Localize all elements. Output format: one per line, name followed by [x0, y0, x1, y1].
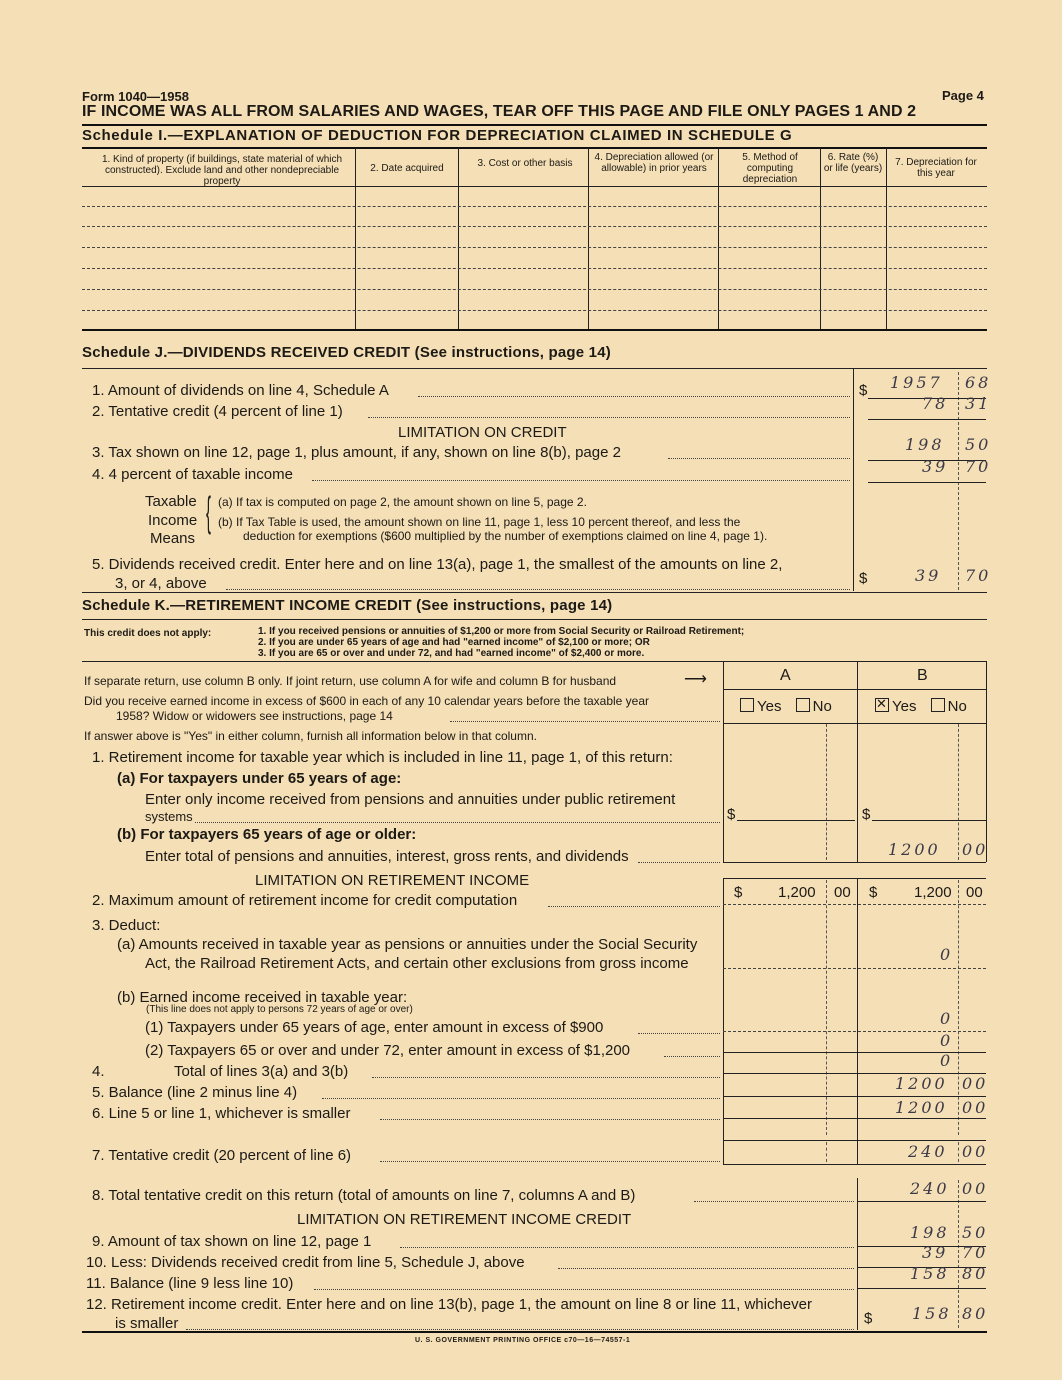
brace: {	[206, 488, 211, 535]
page-label: Page 4	[942, 88, 984, 103]
col-b-line-1a-input[interactable]	[872, 820, 986, 821]
amount-rule	[868, 482, 986, 483]
dot-leader	[368, 417, 850, 418]
schedule-k-notes-rule	[82, 661, 987, 662]
sched-i-sep-6	[886, 148, 887, 330]
sched-k-line-1a-text-1: Enter only income received from pensions and annuities under public retirement	[145, 791, 676, 808]
sched-k-line-3b-note: (This line does not apply to persons 72 years of age or over)	[146, 1004, 413, 1015]
col-b-line-2-dollar: $	[869, 884, 878, 901]
sched-j-line-2: 2. Tentative credit (4 percent of line 1)	[92, 403, 343, 420]
sched-j-line-3-dollars[interactable]: 198	[905, 435, 945, 454]
line-11-dollars[interactable]: 158	[910, 1264, 950, 1283]
dot-leader	[226, 589, 850, 590]
sched-k-line-12b: is smaller	[115, 1315, 179, 1332]
sched-j-line-5b: 3, or 4, above	[115, 575, 207, 592]
taxable-income-a: (a) If tax is computed on page 2, the amount shown on line 5, page 2.	[218, 495, 587, 509]
not-apply-2: 2. If you are under 65 years of age and had "earned income" of $2,100 or more; OR	[258, 637, 650, 648]
sched-k-line-5: 5. Balance (line 2 minus line 4)	[92, 1084, 298, 1101]
col-b-line-3a[interactable]: 0	[940, 945, 954, 964]
col-a-cents-sep	[826, 724, 827, 860]
amount-rule	[858, 1201, 986, 1202]
dot-leader	[186, 1329, 854, 1330]
schedule-j-title: Schedule J.—DIVIDENDS RECEIVED CREDIT (See instructions, page 14)	[82, 344, 611, 361]
column-a-yes-no	[740, 698, 832, 715]
line-5-rule	[723, 1096, 986, 1097]
dot-leader	[400, 1247, 854, 1248]
sched-i-col-4: 4. Depreciation allowed (or allowable) in prior years	[594, 152, 714, 174]
sched-k-line-3a-1: (a) Amounts received in taxable year as pensions or annuities under the Social Security	[117, 936, 698, 953]
no-label: No	[812, 698, 832, 715]
limitation-on-retirement-income-heading: LIMITATION ON RETIREMENT INCOME	[255, 872, 530, 889]
sched-k-line-8: 8. Total tentative credit on this return (total of amounts on line 7, columns A and B)	[92, 1187, 636, 1204]
taxable-income-b1: (b) If Tax Table is used, the amount shown on line 11, page 1, less 10 percent thereof, and less the	[218, 515, 741, 529]
sched-i-sep-5	[820, 148, 821, 330]
banner: IF INCOME WAS ALL FROM SALARIES AND WAGES, TEAR OFF THIS PAGE AND FILE ONLY PAGES 1 AND 2	[82, 103, 917, 120]
schedule-j-bottom-rule	[82, 592, 987, 593]
sched-i-col-2: 2. Date acquired	[370, 163, 444, 174]
sched-j-amount-col	[853, 369, 854, 591]
schedule-k-title: Schedule K.—RETIREMENT INCOME CREDIT (See instructions, page 14)	[82, 597, 613, 614]
sched-k-line-12a: 12. Retirement income credit. Enter here and on line 13(b), page 1, the amount on line 8 or line 11, whichever	[86, 1296, 812, 1313]
sched-k-line-4: Total of lines 3(a) and 3(b)	[174, 1063, 349, 1080]
sched-k-line-7: 7. Tentative credit (20 percent of line 6)	[92, 1147, 352, 1164]
dot-leader	[668, 458, 850, 459]
not-apply-3: 3. If you are 65 or over and under 72, and had "earned income" of $2,400 or more.	[258, 648, 645, 659]
dot-leader	[418, 396, 850, 397]
dot-leader	[372, 1077, 720, 1078]
col-a-line-2-dollar: $	[734, 884, 743, 901]
col-b-line-1b-dollars[interactable]: 1200	[888, 840, 941, 859]
if-yes-instructions: If answer above is "Yes" in either column, furnish all information below in that column.	[84, 729, 537, 743]
sched-i-sep-4	[718, 148, 719, 330]
line-8-cents[interactable]: 00	[962, 1179, 989, 1198]
sched-k-line-3b2: (2) Taxpayers 65 or over and under 72, enter amount in excess of $1,200	[145, 1042, 631, 1059]
dot-leader	[314, 1289, 854, 1290]
line-2-rule	[723, 904, 986, 905]
col-b-line-4[interactable]: 0	[940, 1051, 954, 1070]
dollar-sign: $	[859, 570, 868, 587]
sched-j-line-1-dollars[interactable]: 1957	[890, 373, 943, 392]
taxable-word: Taxable	[145, 493, 197, 510]
means-word: Means	[150, 530, 196, 547]
limitation-on-retirement-income-credit-heading: LIMITATION ON RETIREMENT INCOME CREDIT	[297, 1211, 632, 1228]
col-b-line-7-dollars[interactable]: 240	[908, 1142, 948, 1161]
col-header-rule	[723, 689, 986, 690]
sched-i-sep-3	[588, 148, 589, 330]
line-3a-rule	[723, 968, 986, 969]
sched-j-line-4: 4. 4 percent of taxable income	[92, 466, 293, 483]
column-b-yes-checkbox[interactable]	[875, 698, 889, 712]
not-apply-1: 1. If you received pensions or annuities of $1,200 or more from Social Security or Railroad Retirement;	[258, 626, 745, 637]
schedule-i-title: Schedule I.—EXPLANATION OF DEDUCTION FOR DEPRECIATION CLAIMED IN SCHEDULE G	[82, 127, 793, 144]
sched-i-col-6: 6. Rate (%) or life (years)	[823, 152, 883, 174]
line-10-dollars[interactable]: 39	[922, 1243, 949, 1262]
printing-office-footer: U. S. GOVERNMENT PRINTING OFFICE c70—16—74557-1	[415, 1337, 631, 1344]
sched-i-row-2[interactable]	[82, 226, 987, 227]
lower-cents-sep	[958, 1180, 959, 1328]
line-8-dollars[interactable]: 240	[910, 1179, 950, 1198]
sched-k-line-9: 9. Amount of tax shown on line 12, page 1	[92, 1233, 372, 1250]
sched-j-line-5a: 5. Dividends received credit. Enter here and on line 13(a), page 1, the smallest of the amounts on line 2,	[92, 556, 783, 573]
line-7-a-cents-sep	[826, 1142, 827, 1162]
dot-leader	[312, 480, 850, 481]
dot-leader	[694, 1201, 854, 1202]
yes-label: Yes	[757, 698, 782, 715]
sched-i-row-4[interactable]	[82, 268, 987, 269]
schedule-i-header-rule	[82, 186, 987, 187]
line-7-box-left	[723, 1140, 724, 1164]
earned-income-question-2: 1958? Widow or widowers see instructions, page 14	[116, 709, 393, 723]
sched-j-line-1: 1. Amount of dividends on line 4, Schedule A	[92, 382, 389, 399]
col-b-line-5-cents[interactable]: 00	[962, 1074, 989, 1093]
col-b-line-1a-dollar: $	[862, 806, 871, 823]
sched-k-line-10: 10. Less: Dividends received credit from line 5, Schedule J, above	[86, 1254, 525, 1271]
yes-no-rule	[723, 723, 986, 724]
line-7-box-mid	[857, 1140, 858, 1164]
sched-k-line-3a-2: Act, the Railroad Retirement Acts, and certain other exclusions from gross income	[145, 955, 689, 972]
dot-leader	[380, 1161, 720, 1162]
separate-return-note: If separate return, use column B only. If joint return, use column A for wife and column B for husband	[84, 674, 617, 688]
col-a-lower-border	[723, 878, 724, 1140]
dot-leader	[558, 1268, 854, 1269]
col-a-line-2-cents: 00	[834, 884, 851, 901]
sched-j-line-3: 3. Tax shown on line 12, page 1, plus amount, if any, shown on line 8(b), page 2	[92, 444, 621, 461]
col-b-line-3b1[interactable]: 0	[940, 1009, 954, 1028]
sched-i-col-1: 1. Kind of property (if buildings, state material of which constructed). Exclude land and other nondepreciable property	[101, 154, 343, 187]
dot-leader	[380, 1119, 720, 1120]
dot-leader	[664, 1056, 720, 1057]
col-a-line-1a-input[interactable]	[737, 820, 855, 821]
dot-leader	[195, 822, 720, 823]
line-1-section-rule	[723, 862, 986, 863]
col-ab-divider	[857, 662, 858, 862]
sched-i-col-5: 5. Method of computing depreciation	[742, 152, 798, 185]
dot-leader	[450, 721, 720, 722]
amount-rule	[858, 1288, 986, 1289]
sched-k-line-6: 6. Line 5 or line 1, whichever is smaller	[92, 1105, 351, 1122]
line-7-box-bottom	[723, 1164, 986, 1165]
not-apply-label: This credit does not apply:	[84, 628, 212, 639]
dot-leader	[322, 1098, 720, 1099]
sched-j-line-5-dollars[interactable]: 39	[915, 566, 942, 585]
schedule-i-top-rule	[82, 147, 987, 149]
schedule-i-bottom-rule	[82, 329, 987, 331]
sched-j-line-2-dollars[interactable]: 78	[922, 394, 949, 413]
sched-i-col-7: 7. Depreciation for this year	[895, 157, 977, 179]
bottom-rule	[82, 1331, 987, 1333]
line-12-dollars[interactable]: 158	[912, 1304, 952, 1323]
sched-i-row-1[interactable]	[82, 206, 987, 207]
banner-rule	[82, 124, 987, 126]
line-7-b-cents-sep	[958, 1142, 959, 1162]
schedule-k-top-rule	[82, 619, 987, 620]
line-7-box-top	[723, 1140, 986, 1141]
sched-j-line-4-cents[interactable]: 70	[965, 457, 992, 476]
dollar-sign: $	[859, 382, 868, 399]
dot-leader	[548, 906, 720, 907]
line-9-cents[interactable]: 50	[962, 1223, 989, 1242]
line-9-dollars[interactable]: 198	[910, 1223, 950, 1242]
col-b-cents-sep	[958, 724, 959, 860]
sched-k-line-2: 2. Maximum amount of retirement income for credit computation	[92, 892, 518, 909]
sched-j-cents-sep	[958, 372, 959, 590]
dot-leader	[638, 862, 720, 863]
sched-i-row-3[interactable]	[82, 247, 987, 248]
sched-j-line-1-cents[interactable]: 68	[965, 373, 992, 392]
no-label: No	[947, 698, 967, 715]
limitation-on-credit-heading: LIMITATION ON CREDIT	[398, 424, 567, 441]
col-ab-lower-divider	[857, 878, 858, 1140]
column-b-yes-no	[875, 698, 967, 715]
sched-i-row-6[interactable]	[82, 310, 987, 311]
col-b-right-border	[986, 662, 987, 862]
sched-k-line-1a-heading: (a) For taxpayers under 65 years of age:	[117, 770, 402, 787]
amount-rule	[868, 419, 986, 420]
arrow-right-icon: ⟶	[684, 671, 707, 688]
sched-k-line-3b1: (1) Taxpayers under 65 years of age, enter amount in excess of $900	[145, 1019, 604, 1036]
column-b-header: B	[917, 667, 928, 684]
col-a-line-1a-dollar: $	[727, 806, 736, 823]
sched-j-line-2-cents[interactable]: 31	[965, 394, 992, 413]
line-12-cents[interactable]: 80	[962, 1304, 989, 1323]
col-b-line-5-dollars[interactable]: 1200	[895, 1074, 948, 1093]
line-6-rule	[723, 1118, 986, 1119]
col-a-left-border	[723, 662, 724, 862]
col-b-line-1b-cents[interactable]: 00	[962, 840, 989, 859]
schedule-j-top-rule	[82, 368, 987, 369]
col-b-line-7-cents[interactable]: 00	[962, 1142, 989, 1161]
sched-k-line-1b-text: Enter total of pensions and annuities, interest, gross rents, and dividends	[145, 848, 629, 865]
col-b-line-2-cents: 00	[966, 884, 983, 901]
sched-k-line-1: 1. Retirement income for taxable year which is included in line 11, page 1, of this return:	[92, 749, 673, 766]
column-a-header: A	[780, 667, 791, 684]
line-2-box-top	[723, 878, 986, 879]
col-a-line-2-dollars: 1,200	[778, 884, 816, 901]
sched-k-line-1a-text-2: systems	[145, 809, 193, 824]
col-b-line-6-dollars[interactable]: 1200	[895, 1098, 948, 1117]
line-11-cents[interactable]: 80	[962, 1264, 989, 1283]
sched-j-line-3-cents[interactable]: 50	[965, 435, 992, 454]
sched-i-sep-1	[355, 148, 356, 330]
sched-i-sep-2	[458, 148, 459, 330]
col-b-line-3b2[interactable]: 0	[940, 1031, 954, 1050]
earned-income-question-1: Did you receive earned income in excess of $600 in each of any 10 calendar years before the taxable year	[84, 694, 650, 708]
col-b-line-6-cents[interactable]: 00	[962, 1098, 989, 1117]
sched-k-line-4-number: 4.	[92, 1063, 105, 1080]
sched-k-line-3b: (b) Earned income received in taxable year:	[117, 989, 408, 1006]
sched-i-col-3: 3. Cost or other basis	[477, 158, 573, 169]
sched-k-line-11: 11. Balance (line 9 less line 10)	[86, 1275, 294, 1292]
line-10-cents[interactable]: 70	[962, 1243, 989, 1262]
line-12-dollar: $	[864, 1310, 873, 1327]
column-a-no-checkbox[interactable]	[796, 698, 810, 712]
dot-leader	[638, 1033, 720, 1034]
taxable-income-b2: deduction for exemptions ($600 multiplied by the number of exemptions claimed on line 4, page 1).	[243, 529, 768, 543]
sched-i-row-5[interactable]	[82, 289, 987, 290]
form-id: Form 1040—1958	[82, 89, 189, 104]
sched-k-line-1b-heading: (b) For taxpayers 65 years of age or older:	[117, 826, 417, 843]
income-word: Income	[148, 512, 198, 529]
yes-label: Yes	[892, 698, 917, 715]
sched-j-line-4-dollars[interactable]: 39	[922, 457, 949, 476]
col-b-line-2-dollars: 1,200	[914, 884, 952, 901]
sched-j-line-5-cents[interactable]: 70	[965, 566, 992, 585]
sched-k-line-3: 3. Deduct:	[92, 917, 161, 934]
column-a-yes-checkbox[interactable]	[740, 698, 754, 712]
column-b-no-checkbox[interactable]	[931, 698, 945, 712]
